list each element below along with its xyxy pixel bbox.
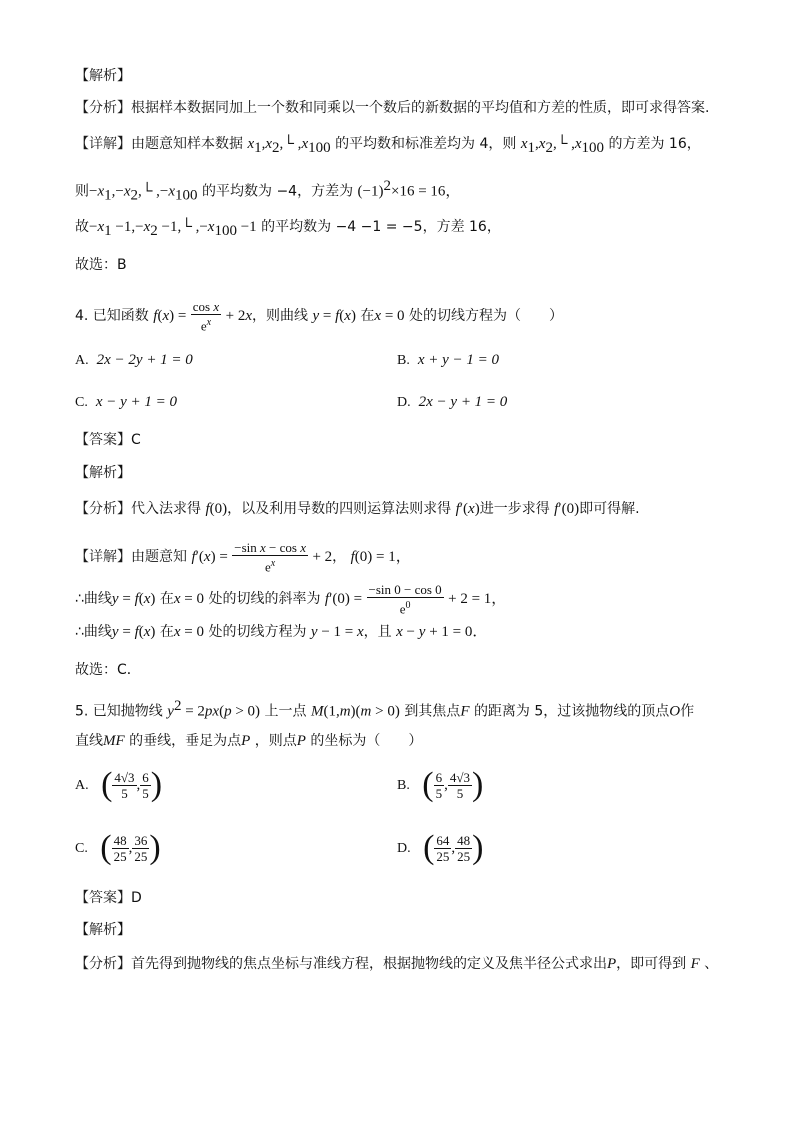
q4-option-b[interactable]: B. x + y − 1 = 0 bbox=[397, 352, 500, 368]
q5-stem-line2: 直线MF 的垂线，垂足为点P ，则点P 的坐标为（ ） bbox=[75, 733, 423, 749]
q5-option-b[interactable]: B. ( $\frac{6}{5}$ , $\frac{4√3}{5}$ ) bbox=[397, 766, 484, 803]
q3-line2: 则$-x_1,-x_2,└$ $,-x_{100}$ 的平均数为 −4，方差为 $(-1)^2\times 16 = 16$， bbox=[75, 178, 461, 204]
q4-jiexi: 【解析】 bbox=[75, 465, 131, 481]
q4-option-c[interactable]: C. x − y + 1 = 0 bbox=[75, 394, 178, 410]
q4-xiangjie-line3: ∴曲线y = f(x) 在x = 0 处的切线方程为 y − 1 = x，且 x − y + 1 = 0． bbox=[75, 624, 488, 640]
q4-stem: 4. 已知函数 f(x) = $\frac{\text{cos x}}{e^x}$ + 2x，则曲线 y = f(x) 在x = 0 处的切线方程为（ ） bbox=[75, 299, 563, 334]
q5-option-c[interactable]: C. ( $\frac{48}{25}$ , $\frac{36}{25}$ ) bbox=[75, 829, 161, 866]
q5-jiexi: 【解析】 bbox=[75, 922, 131, 938]
q3-fenxi-line: 【分析】根据样本数据同加上一个数和同乘以一个数后的新数据的平均值和方差的性质，即可求得答案. bbox=[75, 100, 710, 116]
q4-option-d[interactable]: D. 2x − y + 1 = 0 bbox=[397, 394, 508, 410]
q3-xiangjie-line1: 【详解】由题意知样本数据 $x_1,x_2,└$ $,x_{100}$ 的平均数和标准差均为 4，则 $x_1,x_2,└$ $,x_{100}$ 的方差为 16， bbox=[75, 136, 701, 156]
q4-xiangjie-line2: ∴曲线y = f(x) 在x = 0 处的切线的斜率为 f′(0) = $\frac{-\sin 0 - \cos 0}{e^0}$ + 2 = 1， bbox=[75, 582, 507, 617]
q3-jiexi: 【解析】 bbox=[75, 68, 131, 84]
q4-option-a[interactable]: A. 2x − 2y + 1 = 0 bbox=[75, 352, 193, 368]
q4-xiangjie-line1: 【详解】由题意知 f′(x) = $\frac{\text{−sin x − cos x}}{e^x}$ + 2， f(0) = 1， bbox=[75, 540, 411, 575]
q4-fenxi: 【分析】代入法求得 f(0)，以及利用导数的四则运算法则求得 f′(x)进一步求得 f′(0)即可得解. bbox=[75, 501, 640, 517]
q5-option-d[interactable]: D. ( $\frac{64}{25}$ , $\frac{48}{25}$ ) bbox=[397, 829, 484, 866]
q4-answer: 【答案】C bbox=[75, 432, 141, 448]
q5-answer: 【答案】D bbox=[75, 890, 142, 906]
q3-line3: 故$-x_1 -1,-x_2$ −1,└ $,-x_{100} -1$ 的平均数为 −4 −1 = −5，方差 16， bbox=[75, 219, 501, 239]
q3-answer: 故选：B bbox=[75, 257, 127, 273]
q5-option-a[interactable]: A. ( $\frac{4√3}{5}$ , $\frac{6}{5}$ ) bbox=[75, 766, 163, 803]
q5-fenxi: 【分析】首先得到抛物线的焦点坐标与准线方程，根据抛物线的定义及焦半径公式求出P，即可得到 F 、 bbox=[75, 956, 719, 972]
q5-stem-line1: 5. 已知抛物线 $y^2 = 2px(p > 0)$ 上一点 M(1,m)(m > 0) 到其焦点F 的距离为 5，过该抛物线的顶点O作 bbox=[75, 698, 695, 720]
q4-final: 故选：C． bbox=[75, 662, 141, 678]
